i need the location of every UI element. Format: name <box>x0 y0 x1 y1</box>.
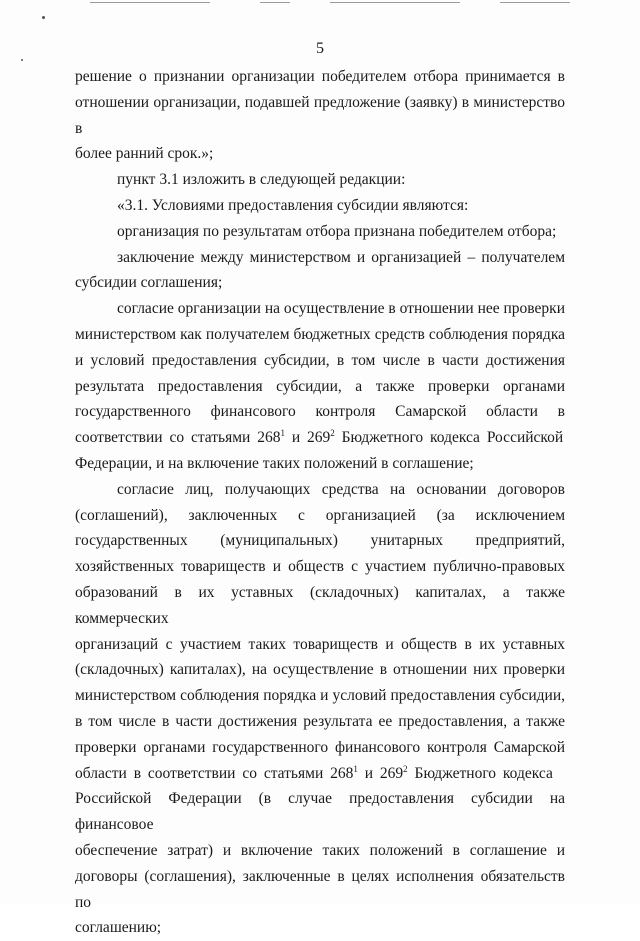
text-line: отношении организации, подавшей предложение (заявку) в министерство в <box>75 93 565 137</box>
text-line: министерством как получателем бюджетных средств соблюдения порядка <box>75 325 565 343</box>
text-line: хозяйственных товариществ и обществ с участием публично-правовых <box>75 558 565 576</box>
text-line: Федерации, и на включение таких положений в соглашение; <box>75 454 474 472</box>
text-line: более ранний срок.»; <box>75 145 214 163</box>
scan-artifact-line <box>90 2 210 3</box>
document-body <box>75 64 565 941</box>
paragraph-condition-2 <box>75 245 565 297</box>
text-line: «3.1. Условиями предоставления субсидии являются: <box>117 196 469 214</box>
text-line: области в соответствии со статьями $268^1$ и $269^2$ Бюджетного кодекса <box>75 763 553 782</box>
text-line: субсидии соглашения; <box>75 274 223 292</box>
text-line: министерством соблюдения порядка и условий предоставления субсидии, <box>75 687 565 705</box>
text-line: государственного финансового контроля Самарской области в <box>75 403 565 421</box>
text-line: организация по результатам отбора признана победителем отбора; <box>117 222 557 240</box>
paragraph-condition-3 <box>75 296 565 477</box>
text-line: решение о признании организации победителем отбора принимается в <box>75 68 565 85</box>
paragraph-condition-4 <box>75 477 565 941</box>
paragraph-amendment-intro <box>75 167 565 193</box>
text-line: в том числе в части достижения результата ее предоставления, а также <box>75 712 565 730</box>
scan-artifact-line <box>330 2 460 3</box>
text-line: и условий предоставления субсидии, в том числе в части достижения <box>75 351 565 369</box>
text-line: (соглашений), заключенных с организацией (за исключением <box>75 506 565 524</box>
superscript: 1 <box>280 428 285 439</box>
superscript: 2 <box>403 763 408 774</box>
text-line: согласие организации на осуществление в отношении нее проверки <box>117 300 565 318</box>
scan-artifact-dot <box>42 16 45 19</box>
text-line: договоры (соглашения), заключенные в целях исполнения обязательств по <box>75 867 565 911</box>
text-line: результата предоставления субсидии, а также проверки органами <box>75 377 565 395</box>
text-line: соответствии со статьями $268^1$ и $269^2$ Бюджетного кодекса Российской <box>75 428 564 447</box>
text-line: пункт 3.1 изложить в следующей редакции: <box>117 171 406 189</box>
text-line: согласие лиц, получающих средства на основании договоров <box>117 480 565 498</box>
scan-artifact-line <box>260 2 290 3</box>
text-line: организаций с участием таких товариществ и обществ в их уставных <box>75 635 565 653</box>
page-number: 5 <box>316 40 324 57</box>
paragraph-clause-heading <box>75 193 565 219</box>
paragraph-condition-1 <box>75 219 565 245</box>
text-line: (складочных) капиталах), на осуществление в отношении них проверки <box>75 661 565 679</box>
text-line: обеспечение затрат) и включение таких положений в соглашение и <box>75 841 565 859</box>
superscript: 1 <box>353 763 358 774</box>
text-line: соглашению; <box>75 919 162 937</box>
text-line: проверки органами государственного финансового контроля Самарской <box>75 738 565 756</box>
scan-artifact-dot <box>21 59 23 61</box>
text-line: образований в их уставных (складочных) капиталах, а также коммерческих <box>75 583 565 627</box>
scan-artifact-line <box>500 2 570 3</box>
text-line: Российской Федерации (в случае предоставления субсидии на финансовое <box>75 790 565 834</box>
superscript: 2 <box>330 428 335 439</box>
paragraph-continuation <box>75 64 565 167</box>
text-line: государственных (муниципальных) унитарных предприятий, <box>75 532 565 550</box>
text-line: заключение между министерством и организацией – получателем <box>117 248 565 266</box>
